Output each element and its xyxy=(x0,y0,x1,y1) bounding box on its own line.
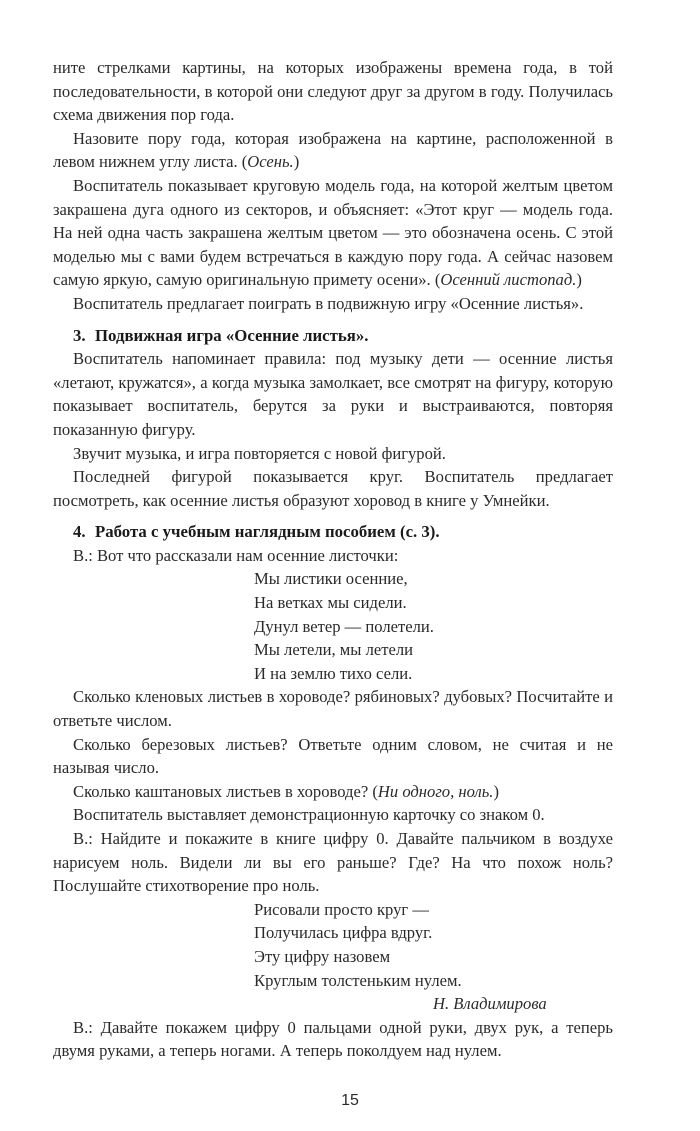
poem xyxy=(53,567,613,685)
poem-line: Круглым толстеньким нулем. xyxy=(254,970,462,990)
page-body xyxy=(53,56,613,1063)
paragraph: Сколько кленовых листьев в хороводе? рябиновых? дубовых? Посчитайте и ответьте числом. xyxy=(53,687,613,731)
section-heading xyxy=(53,324,613,348)
poem-line: Дунул ветер — полетели. xyxy=(254,616,434,636)
poem-line: Мы листики осенние, xyxy=(254,569,408,589)
poem-author: Н. Владимирова xyxy=(433,994,547,1014)
paragraph: Воспитатель выставляет демонстрационную карточку со знаком 0. xyxy=(73,805,545,825)
poem-line: Эту цифру назовем xyxy=(254,946,391,966)
paragraph: Последней фигурой показывается круг. Воспитатель предлагает посмотреть, как осенние листья образуют хоровод в книге у Умнейки. xyxy=(53,467,613,510)
section-title: Подвижная игра «Осенние листья». xyxy=(95,325,369,345)
paragraph xyxy=(53,780,613,804)
poem-line: И на землю тихо сели. xyxy=(254,663,413,683)
poem xyxy=(53,898,613,992)
paragraph-text: ) xyxy=(493,781,499,801)
paragraph-text: Воспитатель показывает круговую модель года, на которой желтым цветом закрашена дуга одного из секторов, и объясняет: «Этот круг — модель года. На ней одна часть закрашена желтым цветом — это обозначена осень. С этой моделью мы с вами будем встречаться в каждую пору года. А сейчас назовем самую яркую, самую оригинальную примету осени». ( xyxy=(53,175,613,290)
paragraph: В.: Найдите и покажите в книге цифру 0. Давайте пальчиком в воздухе нарисуем ноль. Видели ли вы его раньше? Где? На что похож ноль? Послушайте стихотворение про ноль. xyxy=(53,829,613,896)
poem-line: Получилась цифра вдруг. xyxy=(254,923,433,943)
section-number: 3. xyxy=(73,325,86,345)
paragraph: Воспитатель предлагает поиграть в подвижную игру «Осенние листья». xyxy=(73,293,584,313)
section-heading xyxy=(53,520,613,544)
answer-italic: Ни одного, ноль. xyxy=(377,781,494,801)
answer-italic: Осенний листопад. xyxy=(440,270,577,290)
poem-line: Рисовали просто круг — xyxy=(254,899,429,919)
poem-line: На ветках мы сидели. xyxy=(254,593,407,613)
paragraph xyxy=(53,174,613,292)
answer-italic: Осень. xyxy=(247,152,294,172)
paragraph: Звучит музыка, и игра повторяется с новой фигурой. xyxy=(73,443,446,463)
paragraph-text: Назовите пору года, которая изображена на картине, расположенной в левом нижнем углу листа. ( xyxy=(53,128,613,172)
paragraph: Сколько березовых листьев? Ответьте одним словом, не считая и не называя число. xyxy=(53,734,613,778)
paragraph: В.: Давайте покажем цифру 0 пальцами одной руки, двух рук, а теперь двумя руками, а теперь ногами. А теперь поколдуем над нулем. xyxy=(53,1017,613,1061)
poem-line: Мы летели, мы летели xyxy=(254,640,413,660)
paragraph-text: ) xyxy=(293,152,300,172)
paragraph xyxy=(53,127,613,174)
section-number: 4. xyxy=(73,522,86,542)
paragraph-text: ) xyxy=(576,270,582,290)
paragraph: ните стрелками картины, на которых изображены времена года, в той последовательности, в которой они следуют друг за другом в году. Получилась схема движения пор года. xyxy=(53,58,613,125)
section-title: Работа с учебным наглядным пособием (с. 3). xyxy=(95,522,440,542)
page-number: 15 xyxy=(341,1091,359,1109)
paragraph: В.: Вот что рассказали нам осенние листочки: xyxy=(73,545,399,565)
paragraph-text: Сколько каштановых листьев в хороводе? ( xyxy=(73,781,378,801)
paragraph: Воспитатель напоминает правила: под музыку дети — осенние листья «летают, кружатся», а когда музыка замолкает, все смотрят на фигуру, которую показывает воспитатель, берутся за руки и выстраиваются, повторяя показанную фигуру. xyxy=(53,349,613,439)
